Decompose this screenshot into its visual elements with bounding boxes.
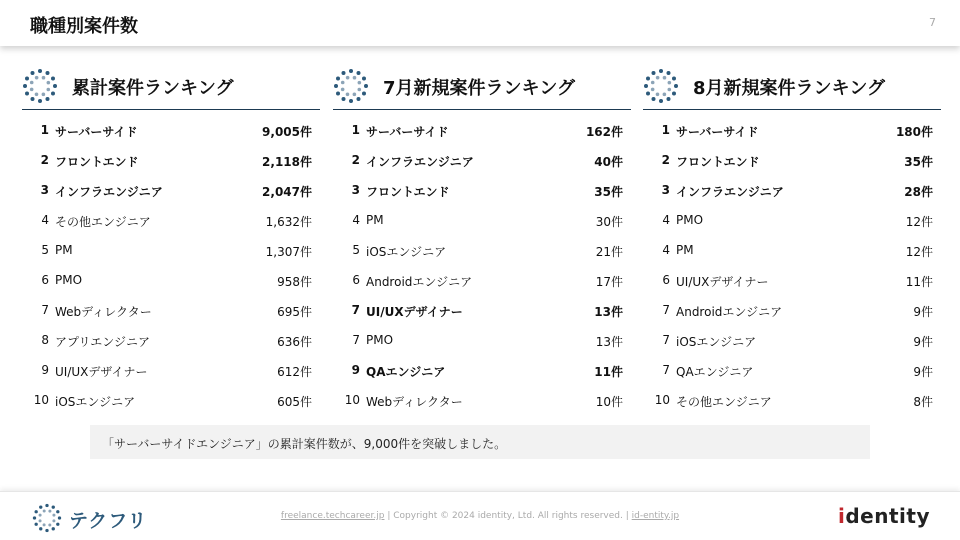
- job-type-name: サーバーサイド: [55, 125, 138, 139]
- rank-number: 7: [41, 303, 49, 317]
- ranking-row: [643, 115, 941, 145]
- rank-number: 5: [352, 243, 360, 257]
- dotted-circle-logo-icon: [643, 68, 679, 104]
- rank-number: 1: [40, 123, 49, 137]
- ranking-list: [22, 115, 320, 415]
- job-type-name: PMO: [55, 273, 83, 287]
- ranking-row: [22, 385, 320, 415]
- ranking-row: [333, 265, 631, 295]
- ranking-row: [333, 235, 631, 265]
- highlight-note: 「サーバーサイドエンジニア」の累計案件数が、9,000件を突破しました。: [90, 425, 870, 459]
- job-type-name: サーバーサイド: [676, 125, 759, 139]
- ranking-row: [643, 145, 941, 175]
- identity-logo: [838, 504, 930, 528]
- rank-number: 3: [351, 183, 360, 197]
- ranking-row: [333, 325, 631, 355]
- ranking-row: [643, 235, 941, 265]
- identity-logo-i: i: [838, 504, 846, 528]
- job-count: 11件: [905, 275, 933, 289]
- job-count: 2,118件: [262, 155, 312, 169]
- rank-number: 3: [40, 183, 49, 197]
- ranking-row: [643, 325, 941, 355]
- ranking-row: [643, 385, 941, 415]
- job-type-name: その他エンジニア: [676, 395, 772, 409]
- job-count: 605件: [277, 395, 312, 409]
- job-type-name: QAエンジニア: [366, 365, 446, 379]
- job-count: 9,005件: [262, 125, 312, 139]
- job-count: 40件: [594, 155, 623, 169]
- panel-header: [22, 66, 320, 110]
- job-count: 12件: [905, 245, 933, 259]
- job-count: 2,047件: [262, 185, 312, 199]
- slide-footer: [0, 491, 960, 540]
- footer-copyright-line: [0, 511, 960, 521]
- job-type-name: Webディレクター: [55, 305, 152, 319]
- rank-number: 7: [351, 303, 360, 317]
- job-count: 28件: [904, 185, 933, 199]
- rank-number: 1: [661, 123, 670, 137]
- dotted-circle-logo-icon: [22, 68, 58, 104]
- job-type-name: Webディレクター: [366, 395, 463, 409]
- footer-link-techcareer[interactable]: freelance.techcareer.jp: [280, 511, 385, 521]
- rank-number: 2: [351, 153, 360, 167]
- job-count: 180件: [895, 125, 933, 139]
- job-count: 17件: [595, 275, 623, 289]
- rank-number: 10: [654, 393, 670, 407]
- job-type-name: UI/UXデザイナー: [366, 305, 463, 319]
- ranking-row: [643, 205, 941, 235]
- rank-number: 1: [351, 123, 360, 137]
- ranking-row: [22, 325, 320, 355]
- job-type-name: iOSエンジニア: [55, 395, 136, 409]
- brand-name: テクフリ: [69, 510, 148, 532]
- rank-number: 4: [352, 213, 360, 227]
- job-count: 35件: [594, 185, 623, 199]
- job-type-name: UI/UXデザイナー: [55, 365, 148, 379]
- job-type-name: アプリエンジニア: [55, 335, 150, 349]
- job-count: 12件: [905, 215, 933, 229]
- ranking-row: [643, 355, 941, 385]
- job-type-name: サーバーサイド: [366, 125, 449, 139]
- job-count: 1,307件: [265, 245, 312, 259]
- rank-number: 9: [41, 363, 49, 377]
- rank-number: 4: [662, 213, 670, 227]
- job-type-name: その他エンジニア: [55, 215, 151, 229]
- ranking-row: [22, 295, 320, 325]
- job-type-name: PM: [676, 243, 694, 257]
- rank-number: 2: [40, 153, 49, 167]
- rank-number: 9: [351, 363, 360, 377]
- rank-number: 8: [41, 333, 49, 347]
- rank-number: 10: [344, 393, 360, 407]
- footer-copyright: Copyright © 2024 identity, Ltd. All rights reserved.: [393, 511, 623, 521]
- ranking-panel-july: [333, 66, 631, 415]
- job-count: 10件: [595, 395, 623, 409]
- panel-header: [643, 66, 941, 110]
- job-type-name: インフラエンジニア: [366, 155, 474, 169]
- ranking-row: [333, 355, 631, 385]
- slide-header: [0, 0, 960, 46]
- rank-number: 3: [661, 183, 670, 197]
- ranking-list: [643, 115, 941, 415]
- dotted-circle-logo-icon: [333, 68, 369, 104]
- ranking-row: [333, 145, 631, 175]
- ranking-row: [22, 205, 320, 235]
- ranking-row: [333, 385, 631, 415]
- rank-number: 7: [662, 303, 670, 317]
- panel-title: 8月新規案件ランキング: [693, 78, 885, 99]
- job-count: 8件: [913, 395, 933, 409]
- rank-number: 6: [41, 273, 49, 287]
- job-type-name: PMO: [676, 213, 704, 227]
- ranking-row: [643, 265, 941, 295]
- job-type-name: フロントエンド: [676, 155, 760, 169]
- job-type-name: PMO: [366, 333, 394, 347]
- job-type-name: iOSエンジニア: [366, 245, 447, 259]
- job-type-name: UI/UXデザイナー: [676, 275, 769, 289]
- footer-separator: |: [387, 511, 391, 521]
- ranking-row: [643, 295, 941, 325]
- job-count: 612件: [277, 365, 312, 379]
- job-count: 1,632件: [265, 215, 312, 229]
- rank-number: 2: [661, 153, 670, 167]
- page-number: 7: [929, 16, 936, 29]
- rank-number: 7: [662, 333, 670, 347]
- job-count: 13件: [595, 335, 623, 349]
- job-type-name: フロントエンド: [366, 185, 450, 199]
- job-count: 13件: [594, 305, 623, 319]
- ranking-panel-august: [643, 66, 941, 415]
- rank-number: 6: [352, 273, 360, 287]
- ranking-row: [643, 175, 941, 205]
- ranking-row: [22, 175, 320, 205]
- ranking-row: [333, 175, 631, 205]
- panel-header: [333, 66, 631, 110]
- panel-title: 7月新規案件ランキング: [383, 78, 575, 99]
- job-count: 958件: [277, 275, 312, 289]
- job-count: 9件: [913, 335, 933, 349]
- job-count: 30件: [595, 215, 623, 229]
- rank-number: 4: [41, 213, 49, 227]
- rank-number: 7: [662, 363, 670, 377]
- job-type-name: インフラエンジニア: [55, 185, 163, 199]
- job-count: 11件: [594, 365, 623, 379]
- rank-number: 10: [33, 393, 49, 407]
- rank-number: 5: [41, 243, 49, 257]
- ranking-row: [333, 295, 631, 325]
- job-count: 636件: [277, 335, 312, 349]
- job-type-name: iOSエンジニア: [676, 335, 757, 349]
- rank-number: 6: [662, 273, 670, 287]
- ranking-row: [22, 355, 320, 385]
- ranking-row: [333, 115, 631, 145]
- footer-separator: |: [625, 511, 629, 521]
- job-type-name: QAエンジニア: [676, 365, 754, 379]
- ranking-row: [22, 145, 320, 175]
- job-type-name: PM: [55, 243, 73, 257]
- ranking-list: [333, 115, 631, 415]
- rank-number: 7: [352, 333, 360, 347]
- job-count: 35件: [904, 155, 933, 169]
- job-type-name: PM: [366, 213, 384, 227]
- ranking-row: [22, 115, 320, 145]
- rank-number: 4: [662, 243, 670, 257]
- job-type-name: フロントエンド: [55, 155, 139, 169]
- job-count: 9件: [913, 365, 933, 379]
- job-type-name: Androidエンジニア: [366, 275, 473, 289]
- job-type-name: インフラエンジニア: [676, 185, 784, 199]
- job-count: 21件: [595, 245, 623, 259]
- job-count: 9件: [913, 305, 933, 319]
- ranking-row: [22, 265, 320, 295]
- ranking-row: [333, 205, 631, 235]
- job-count: 162件: [585, 125, 623, 139]
- ranking-panel-cumulative: [22, 66, 320, 415]
- job-count: 695件: [277, 305, 312, 319]
- ranking-row: [22, 235, 320, 265]
- footer-link-identity[interactable]: id-entity.jp: [631, 511, 680, 521]
- identity-logo-rest: dentity: [845, 504, 930, 528]
- panel-title: 累計案件ランキング: [72, 78, 234, 99]
- page-title: 職種別案件数: [30, 16, 138, 37]
- job-type-name: Androidエンジニア: [676, 305, 783, 319]
